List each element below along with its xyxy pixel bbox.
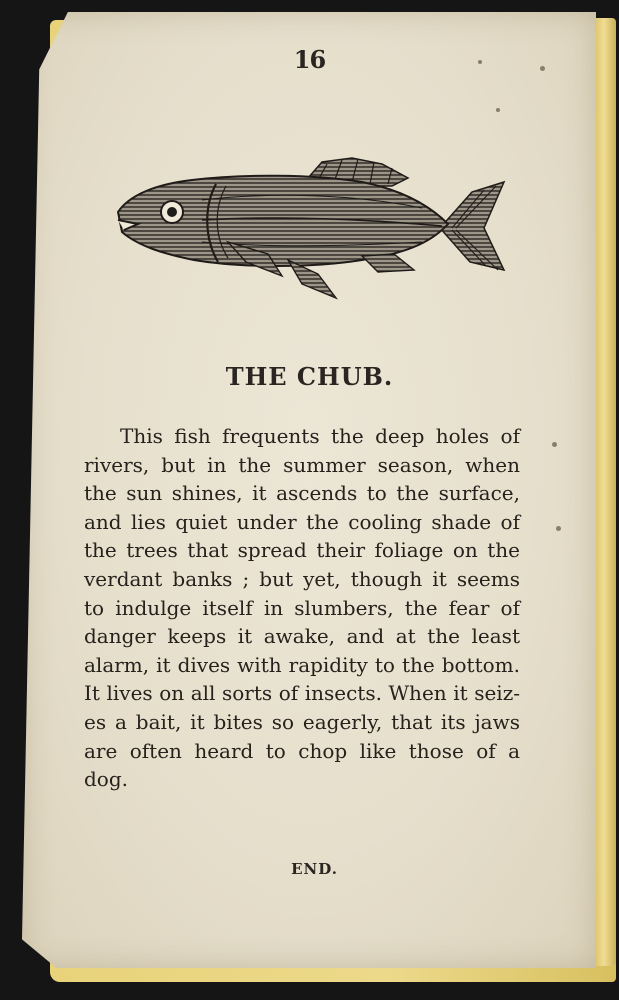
speck: [552, 442, 557, 447]
speck: [556, 526, 561, 531]
fish-illustration: [112, 150, 508, 310]
body-paragraph: This fish frequents the deep holes of rivers, but in the summer season, when the sun shines, it ascends to the surface, and lies quiet under the cooling shade of the trees that spread their foliage on the verdant banks ; but yet, though it seems to indulge itself in slumbers, the fear of danger keeps it awake, and at the least alarm, it dives with rapidity to the bottom. It lives on all sorts of insects. When it seizes a bait, it bites so eagerly, that its jaws are often heard to chop like those of a dog.: [84, 424, 520, 792]
speck: [496, 108, 500, 112]
page-number: 16: [293, 45, 326, 74]
page-edge: [594, 18, 616, 966]
end-mark: END.: [291, 860, 338, 878]
chapter-title: THE CHUB.: [225, 362, 394, 391]
